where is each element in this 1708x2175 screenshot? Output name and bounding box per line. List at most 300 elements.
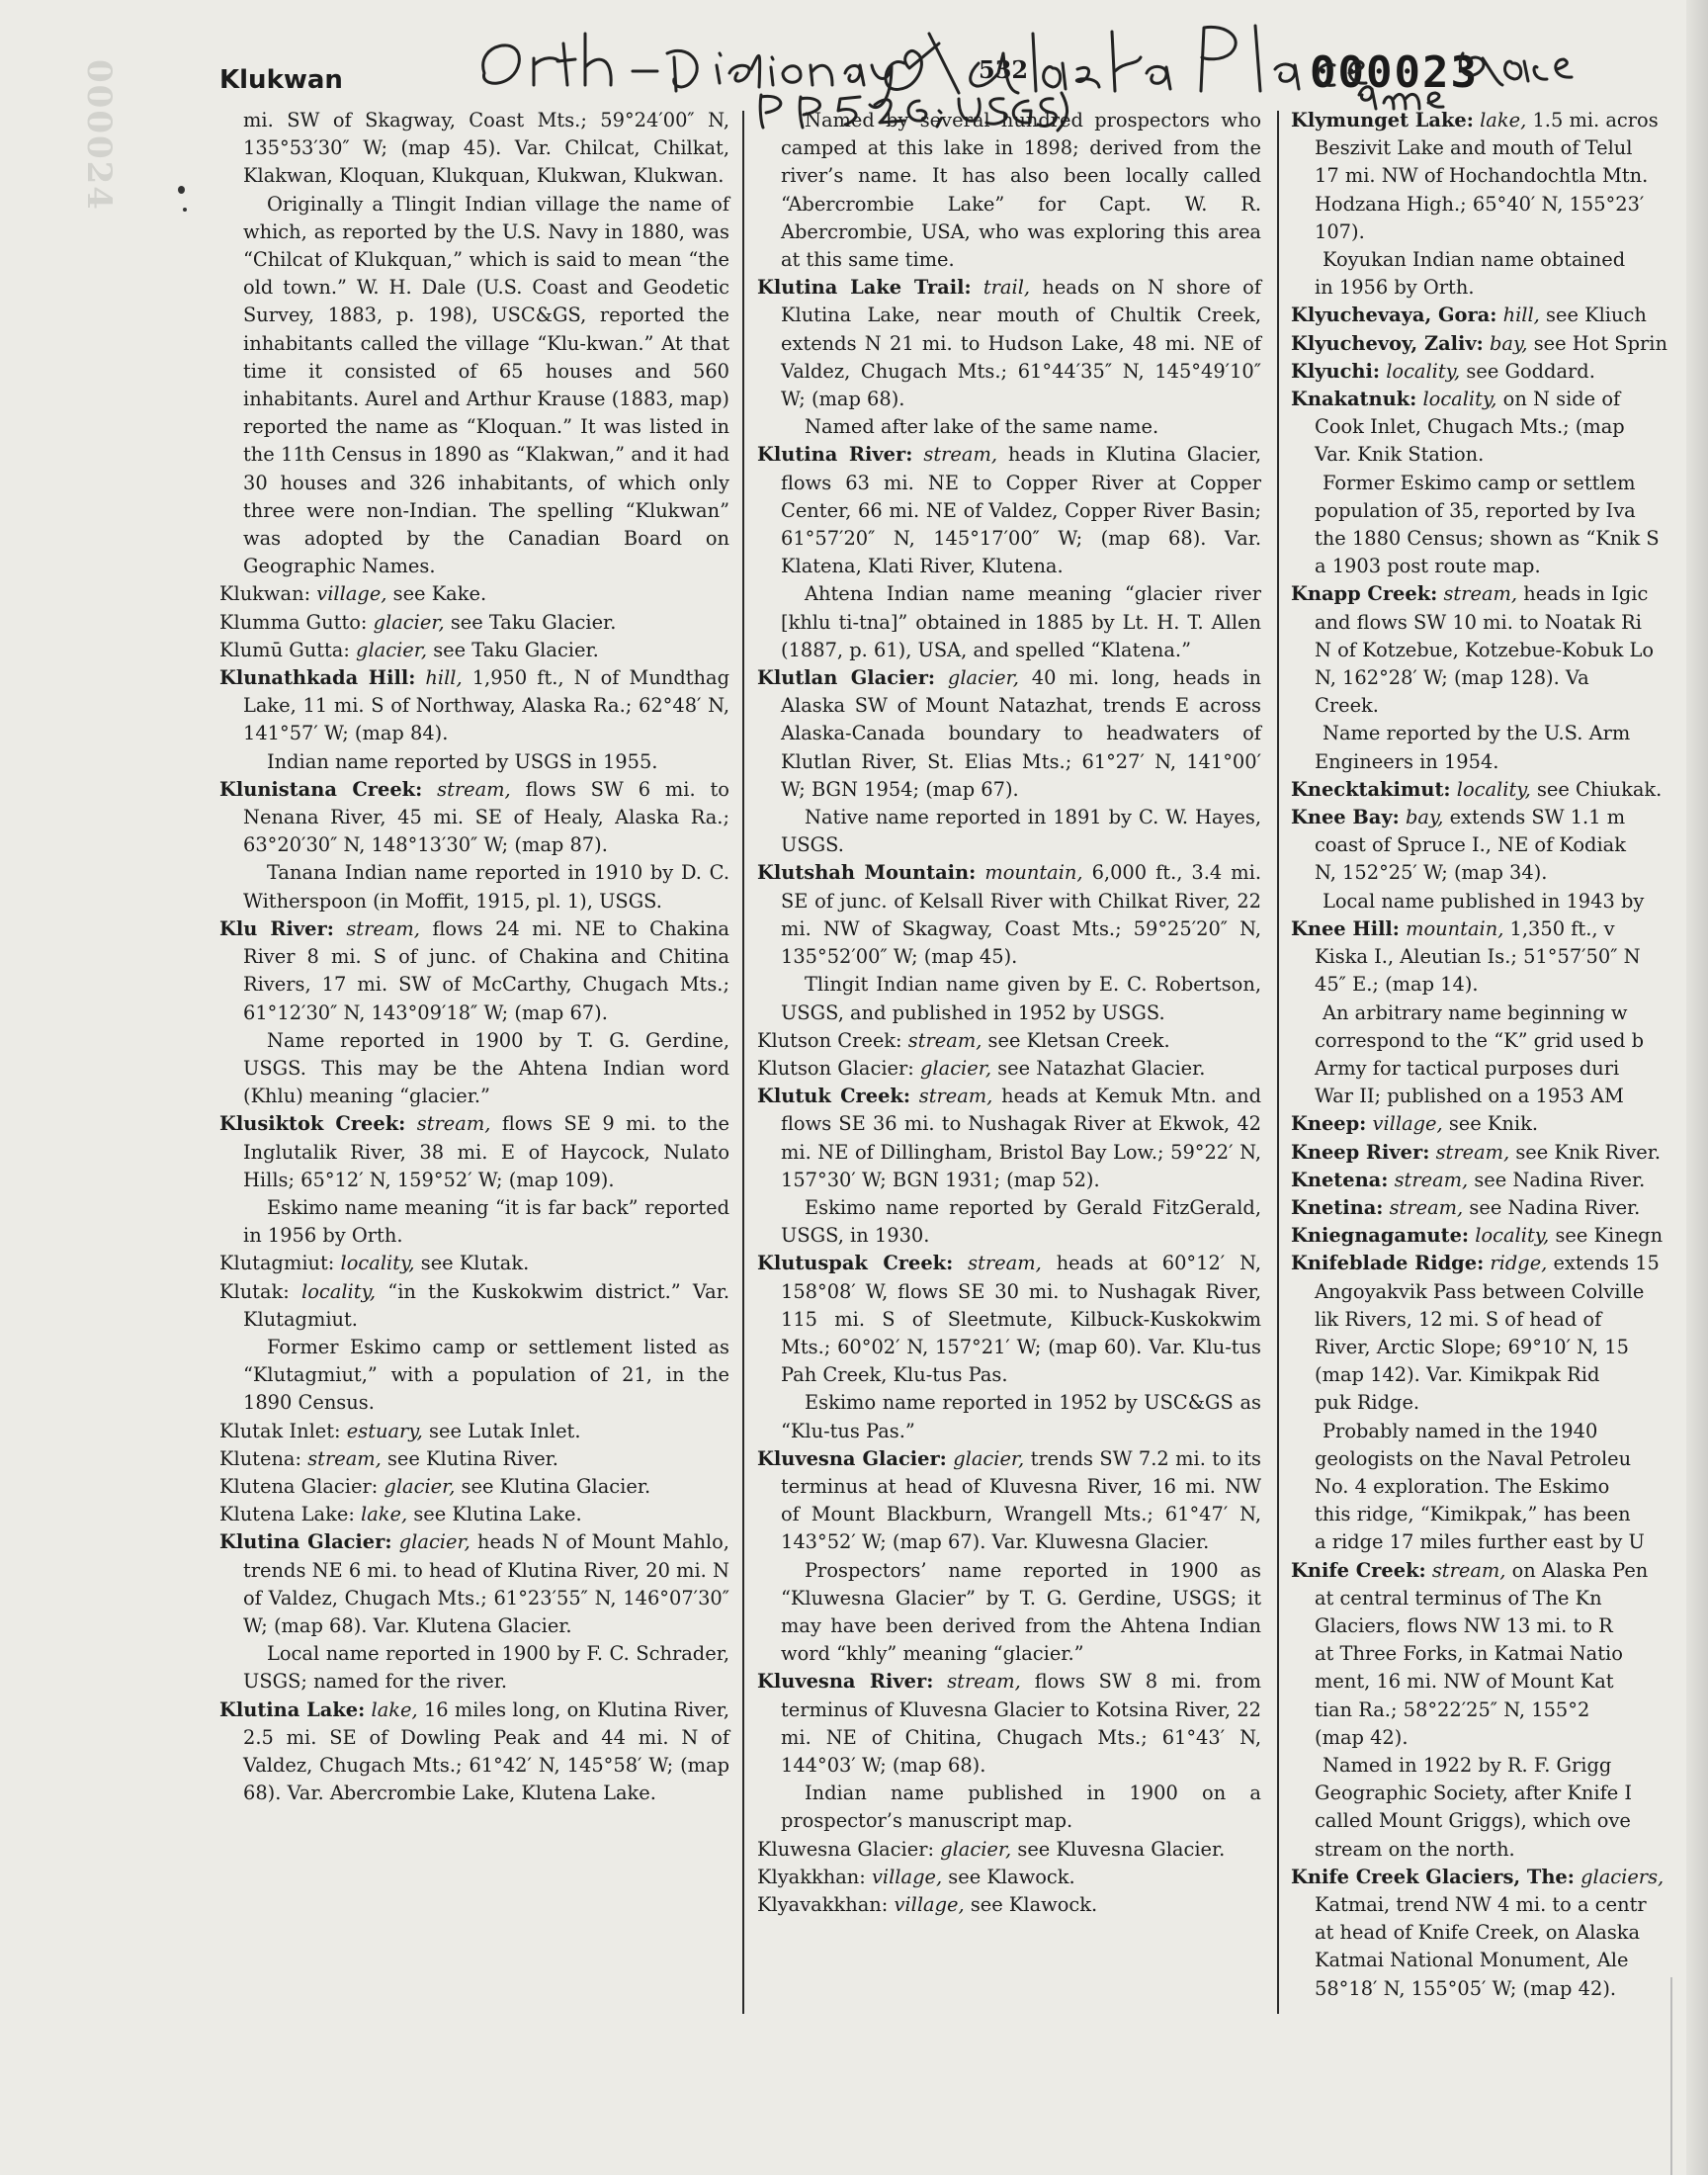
note-text: An arbitrary name beginning w (1323, 1000, 1628, 1024)
continuation-text: this ridge, “Kimikpak,” has been (1315, 1503, 1631, 1526)
note-text: Originally a Tlingit Indian village the name of which, as reported by the U.S. Navy in 1880, was “Chilcat of Klukquan,” which is said to mean “the old town.” W. H. Dale (U.S. Coast and Geodetic Survey, 1883, p. 198), USC&GS, reported the inhabitants called the village “Klu-kwan.” At that time it consisted of 65 houses and 560 inhabitants. Aurel and Arthur Krause (1883, map) reported the name as “Kloquan.” It was listed in the 11th Census in 1890 as “Klakwan,” and it had 30 houses and 326 inhabitants, of which only three were non-Indian. The spelling “Klukwan” was adopted by the Canadian Board on Geographic Names. (243, 192, 729, 578)
entry-continuation (1291, 1947, 1686, 1974)
entry-name: Kluwesna Glacier: (757, 1837, 935, 1861)
entry-continuation (1291, 1724, 1686, 1752)
entry-continuation (1291, 1501, 1686, 1528)
gazetteer-entry (1291, 580, 1686, 608)
continuation-text: 58°18′ N, 155°05′ W; (map 42). (1315, 1976, 1617, 2000)
feature-type: locality, (1386, 359, 1461, 383)
entry-description: trends SW 7.2 mi. to its terminus at head of Kluvesna River, 16 mi. NW of Mount Blackburn, Wrangell Mts.; 61°47′ N, 143°52′ W; (map 67). Var. Kluwesna Glacier. (781, 1446, 1262, 1554)
entry-note (219, 1194, 729, 1250)
entry-name: Knetina: (1291, 1195, 1384, 1219)
continuation-text: Hodzana High.; 65°40′ N, 155°23′ (1315, 192, 1645, 216)
entry-description: see Nadina River. (1474, 1168, 1646, 1191)
entry-name: Klunistana Creek: (219, 777, 423, 801)
entry-name: Klumma Gutto: (219, 610, 368, 634)
feature-type: mountain, (1406, 916, 1504, 940)
gazetteer-entry (757, 1083, 1261, 1194)
feature-type: stream, (1431, 1558, 1506, 1582)
feature-type: glaciers, (1580, 1865, 1665, 1888)
entry-description: see Nadina River. (1469, 1195, 1641, 1219)
entry-note (757, 804, 1261, 859)
gazetteer-entry (1291, 1194, 1686, 1222)
entry-note (219, 859, 729, 914)
entry-note (219, 1640, 729, 1696)
entry-name: Kluvesna River: (757, 1670, 934, 1694)
entry-continuation (1291, 748, 1686, 776)
continuation-text: Creek. (1315, 694, 1379, 718)
entry-description: extends SW 1.1 m (1449, 806, 1626, 829)
entry-name: Klu River: (219, 916, 334, 940)
continuation-text: Engineers in 1954. (1315, 749, 1499, 773)
feature-type: stream, (437, 777, 511, 801)
gazetteer-entry (1291, 1864, 1686, 1891)
feature-type: stream, (947, 1670, 1021, 1694)
entry-continuation (1291, 1306, 1686, 1334)
entry-continuation (1291, 1473, 1686, 1501)
entry-continuation (1291, 1891, 1686, 1919)
entry-description: 1,950 ft., N of Mundthag Lake, 11 mi. S of Northway, Alaska Ra.; 62°48′ N, 141°57′ W; (map 84). (243, 666, 729, 745)
gazetteer-entry (219, 915, 729, 1027)
entry-name: Knee Bay: (1291, 806, 1400, 829)
continuation-text: 107). (1315, 219, 1365, 243)
feature-type: stream, (1435, 1140, 1510, 1164)
feature-type: lake, (1480, 109, 1527, 131)
entry-continuation (1291, 1027, 1686, 1055)
entry-continuation (1291, 609, 1686, 637)
gazetteer-entry (1291, 1557, 1686, 1585)
note-text: Tanana Indian name reported in 1910 by D. C. Witherspoon (in Moffit, 1915, pl. 1), USGS. (243, 861, 729, 913)
page-number: 532 (979, 55, 1029, 84)
entry-description: “in the Kuskokwim district.” Var. Klutagmiut. (243, 1279, 729, 1331)
entry-description: see Knik River. (1515, 1140, 1662, 1164)
entry-description: heads at Kemuk Mtn. and flows SE 36 mi. to Nushagak River at Ekwok, 42 mi. NE of Dillingham, Bristol Bay Low.; 59°22′ N, 157°30′ W; BGN 1931; (map 52). (781, 1085, 1261, 1191)
entry-name: Klymunget Lake: (1291, 109, 1474, 131)
entry-name: Klutuk Creek: (757, 1085, 911, 1108)
entry-continuation (1291, 1083, 1686, 1110)
continuation-text: geologists on the Naval Petroleu (1315, 1446, 1632, 1470)
feature-type: glacier, (356, 638, 428, 661)
entry-description: 16 miles long, on Klutina River, 2.5 mi. SE of Dowling Peak and 44 mi. N of Valdez, Chugach Mts.; 61°42′ N, 145°58′ W; (map 68). Var. Abercrombie Lake, Klutena Lake. (243, 1697, 729, 1805)
entry-continuation (1291, 1612, 1686, 1640)
feature-type: locality, (1456, 777, 1531, 801)
margin-dot (183, 208, 187, 212)
entry-name: Kniegnagamute: (1291, 1224, 1470, 1248)
entry-name: Klutlan Glacier: (757, 666, 936, 690)
scan-artifact-line (1670, 1977, 1672, 2175)
entry-description: mi. SW of Skagway, Coast Mts.; 59°24′00″ N, 135°53′30″ W; (map 45). Var. Chilcat, Chilkat, Klakwan, Kloquan, Klukquan, Klukwan, Klukwan. (243, 109, 729, 188)
feature-type: lake, (361, 1503, 408, 1526)
entry-description: see Taku Glacier. (433, 638, 599, 661)
entry-description: 1.5 mi. acros (1532, 109, 1659, 131)
note-text: Named by several hundred prospectors who camped at this lake in 1898; derived from the river’s name. It has also been locally called “Abercrombie Lake” for Capt. W. R. Abercrombie, USA, who was exploring this area at this same time. (781, 109, 1261, 272)
feature-type: stream, (1394, 1168, 1469, 1191)
gazetteer-entry (757, 1027, 1261, 1055)
entry-name: Klutena Glacier: (219, 1474, 379, 1498)
entry-continuation (1291, 859, 1686, 887)
continuation-text: a ridge 17 miles further east by U (1315, 1530, 1645, 1554)
entry-name: Klutagmiut: (219, 1252, 335, 1275)
entry-name: Klyuchevaya, Gora: (1291, 304, 1497, 327)
entry-continuation (1291, 413, 1686, 441)
entry-continuation (1291, 1055, 1686, 1083)
entry-description: heads at 60°12′ N, 158°08′ W, flows SE 30 mi. to Nushagak River, 115 mi. S of Sleetmute, Kilbuck-Kuskokwim Mts.; 60°02′ N, 157°21′ W; (map 60). Var. Klu-tus Pah Creek, Klu-tus Pas. (781, 1252, 1261, 1387)
entry-continuation (1291, 692, 1686, 720)
continuation-text: 17 mi. NW of Hochandochtla Mtn. (1315, 164, 1649, 188)
entry-description: flows SE 9 mi. to the Inglutalik River, 38 mi. E of Haycock, Nulato Hills; 65°12′ N, 159°52′ W; (map 109). (243, 1112, 729, 1191)
entry-description: flows SW 6 mi. to Nenana River, 45 mi. SE of Healy, Alaska Ra.; 63°20′30″ N, 148°13′30″ W; (map 87). (243, 777, 729, 857)
entry-name: Knee Hill: (1291, 916, 1400, 940)
note-text: Local name reported in 1900 by F. C. Schrader, USGS; named for the river. (243, 1642, 729, 1694)
continuation-text: Glaciers, flows NW 13 mi. to R (1315, 1613, 1613, 1637)
feature-type: stream, (1389, 1195, 1464, 1219)
note-text: Name reported by the U.S. Arm (1323, 722, 1631, 745)
entry-name: Klutak: (219, 1279, 290, 1303)
entry-description: see Goddard. (1466, 359, 1595, 383)
entry-description: see Lutak Inlet. (429, 1419, 581, 1442)
entry-name: Klutina Lake Trail: (757, 276, 972, 300)
entry-name: Klutina River: (757, 443, 913, 467)
gazetteer-entry (757, 859, 1261, 971)
entry-note (219, 191, 729, 581)
gazetteer-entry (1291, 1167, 1686, 1194)
entry-continuation (1291, 1361, 1686, 1389)
entry-continuation (1291, 664, 1686, 692)
note-text: Named after lake of the same name. (805, 415, 1159, 439)
gazetteer-entry (1291, 804, 1686, 831)
entry-continuation (1291, 1668, 1686, 1696)
note-text: Prospectors’ name reported in 1900 as “Kluwesna Glacier” by T. G. Gerdine, USGS; it may have been derived from the Ahtena Indian word “khly” meaning “glacier.” (781, 1558, 1261, 1666)
feature-type: estuary, (346, 1419, 423, 1442)
entry-note (1291, 1418, 1686, 1445)
entry-name: Klutina Glacier: (219, 1530, 392, 1554)
feature-type: glacier, (940, 1837, 1012, 1861)
feature-type: glacier, (953, 1446, 1025, 1470)
entry-description: see Klutina River. (386, 1446, 558, 1470)
entry-note (757, 1389, 1261, 1444)
feature-type: lake, (371, 1697, 418, 1721)
feature-type: village, (1372, 1112, 1443, 1136)
continuation-text: River, Arctic Slope; 69°10′ N, 15 (1315, 1335, 1629, 1358)
continuation-text: (map 42). (1315, 1725, 1409, 1749)
entry-note (757, 1780, 1261, 1835)
feature-type: mountain, (984, 861, 1083, 885)
gazetteer-entry (219, 580, 729, 608)
gazetteer-entry (757, 1864, 1261, 1891)
note-text: Tlingit Indian name given by E. C. Robertson, USGS, and published in 1952 by USGS. (781, 973, 1261, 1024)
continuation-text: Katmai National Monument, Ale (1315, 1949, 1629, 1972)
column-rule-right (1277, 111, 1279, 2014)
gazetteer-entry (219, 1501, 729, 1528)
entry-continuation (1291, 441, 1686, 469)
gazetteer-entry (757, 1836, 1261, 1864)
continuation-text: and flows SW 10 mi. to Noatak Ri (1315, 610, 1642, 634)
continuation-text: N, 152°25′ W; (map 34). (1315, 861, 1548, 885)
entry-continuation (1291, 1640, 1686, 1668)
gazetteer-entry (219, 776, 729, 860)
gazetteer-entry (1291, 386, 1686, 413)
document-stamp-number: 000023 (1310, 47, 1479, 98)
continuation-text: tian Ra.; 58°22′25″ N, 155°2 (1315, 1697, 1590, 1721)
entry-continuation (1291, 1278, 1686, 1306)
entry-continuation (1291, 831, 1686, 859)
feature-type: hill, (1502, 304, 1540, 327)
entry-continuation (1291, 1585, 1686, 1612)
feature-type: stream, (416, 1112, 491, 1136)
gazetteer-entry (757, 1445, 1261, 1557)
entry-description: see Hot Sprin (1533, 331, 1667, 355)
feature-type: glacier, (384, 1474, 456, 1498)
entry-name: Klyakkhan: (757, 1865, 866, 1888)
gazetteer-entry (1291, 1250, 1686, 1277)
gutter-stamp: 000024 (79, 59, 119, 212)
entry-name: Klutuspak Creek: (757, 1252, 954, 1275)
entry-continuation (1291, 1696, 1686, 1724)
entry-continuation (1291, 497, 1686, 525)
gazetteer-entry (219, 107, 729, 191)
entry-description: heads on N shore of Klutina Lake, near mouth of Chultik Creek, extends N 21 mi. to Hudson Lake, 48 mi. NE of Valdez, Chugach Mts.; 61°44′35″ N, 145°49′10″ W; (map 68). (781, 276, 1262, 411)
feature-type: village, (871, 1865, 943, 1888)
entry-description: on N side of (1502, 388, 1621, 411)
continuation-text: N of Kotzebue, Kotzebue-Kobuk Lo (1315, 638, 1655, 661)
entry-description: extends 15 (1553, 1252, 1660, 1275)
feature-type: ridge, (1490, 1252, 1548, 1275)
column-2 (757, 107, 1261, 1919)
feature-type: stream, (907, 1028, 982, 1052)
entry-continuation (1291, 1528, 1686, 1556)
entry-note (757, 1557, 1261, 1669)
entry-note (757, 971, 1261, 1026)
note-text: Indian name published in 1900 on a prospector’s manuscript map. (781, 1782, 1261, 1833)
entry-description: see Klawock. (948, 1865, 1075, 1888)
entry-continuation (1291, 1389, 1686, 1417)
gazetteer-entry (1291, 330, 1686, 358)
continuation-text: Geographic Society, after Knife I (1315, 1782, 1633, 1805)
entry-description: heads N of Mount Mahlo, trends NE 6 mi. to head of Klutina River, 20 mi. N of Valdez, Chugach Mts.; 61°23′55″ N, 146°07′30″ W; (map 68). Var. Klutena Glacier. (243, 1530, 729, 1637)
continuation-text: population of 35, reported by Iva (1315, 498, 1636, 522)
continuation-text: called Mount Griggs), which ove (1315, 1809, 1631, 1833)
continuation-text: No. 4 exploration. The Eskimo (1315, 1474, 1610, 1498)
continuation-text: N, 162°28′ W; (map 128). Va (1315, 666, 1589, 690)
column-rule-left (742, 111, 744, 2014)
entry-continuation (1291, 218, 1686, 246)
entry-name: Knakatnuk: (1291, 388, 1417, 411)
entry-name: Klyuchi: (1291, 359, 1381, 383)
note-text: Ahtena Indian name meaning “glacier river [khlu ti-tna]” obtained in 1885 by Lt. H. T. Allen (1887, p. 61), USA, and spelled “Klatena.” (781, 582, 1261, 661)
continuation-text: at head of Knife Creek, on Alaska (1315, 1921, 1641, 1945)
feature-type: glacier, (373, 610, 445, 634)
gazetteer-entry (1291, 1222, 1686, 1250)
entry-continuation (1291, 1836, 1686, 1864)
entry-description: see Natazhat Glacier. (997, 1056, 1206, 1080)
gazetteer-entry (219, 1473, 729, 1501)
continuation-text: (map 142). Var. Kimikpak Rid (1315, 1363, 1600, 1387)
entry-name: Klutena Lake: (219, 1503, 355, 1526)
entry-continuation (1291, 191, 1686, 218)
entry-note (757, 107, 1261, 274)
feature-type: village, (316, 582, 387, 606)
feature-type: village, (894, 1893, 965, 1916)
entry-note (1291, 470, 1686, 497)
feature-type: locality, (1422, 388, 1497, 411)
entry-note (757, 1194, 1261, 1250)
note-text: Former Eskimo camp or settlement listed as “Klutagmiut,” with a population of 21, in the 1890 Census. (243, 1335, 729, 1415)
note-text: Named in 1922 by R. F. Grigg (1323, 1753, 1612, 1777)
note-text: Former Eskimo camp or settlem (1323, 471, 1636, 494)
entry-note (757, 580, 1261, 664)
gazetteer-entry (757, 664, 1261, 804)
continuation-text: Army for tactical purposes duri (1315, 1056, 1620, 1080)
gazetteer-entry (219, 1528, 729, 1640)
feature-type: hill, (425, 666, 463, 690)
entry-name: Knecktakimut: (1291, 777, 1451, 801)
entry-description: see Klawock. (970, 1893, 1098, 1916)
entry-description: see Klutak. (420, 1252, 530, 1275)
entry-continuation (1291, 525, 1686, 553)
entry-description: see Chiukak. (1536, 777, 1663, 801)
feature-type: bay, (1490, 331, 1528, 355)
continuation-text: lik Rivers, 12 mi. S of head of (1315, 1307, 1602, 1331)
entry-note (219, 1027, 729, 1111)
continuation-text: the 1880 Census; shown as “Knik S (1315, 527, 1660, 551)
entry-description: heads in Igic (1523, 582, 1649, 606)
entry-note (1291, 1752, 1686, 1780)
continuation-text: Kiska I., Aleutian Is.; 51°57′50″ N (1315, 945, 1641, 969)
feature-type: locality, (1475, 1224, 1550, 1248)
entry-continuation (1291, 971, 1686, 999)
gazetteer-entry (757, 1668, 1261, 1780)
gazetteer-entry (757, 1055, 1261, 1083)
continuation-text: 45″ E.; (map 14). (1315, 973, 1479, 997)
running-head: Klukwan (219, 65, 343, 95)
continuation-text: Var. Knik Station. (1315, 443, 1485, 467)
entry-name: Klutshah Mountain: (757, 861, 977, 885)
entry-note (219, 1334, 729, 1418)
entry-continuation (1291, 553, 1686, 580)
entry-continuation (1291, 1919, 1686, 1947)
entry-description: flows 24 mi. NE to Chakina River 8 mi. S of junc. of Chakina and Chitina Rivers, 17 mi. SW of McCarthy, Chugach Mts.; 61°12′30″ N, 143°09′18″ W; (map 67). (243, 916, 729, 1024)
feature-type: stream, (923, 443, 998, 467)
gazetteer-entry (219, 1696, 729, 1808)
continuation-text: a 1903 post route map. (1315, 555, 1541, 578)
entry-description: on Alaska Pen (1511, 1558, 1649, 1582)
note-text: Koyukan Indian name obtained (1323, 248, 1626, 272)
entry-description: see Kliuch (1546, 304, 1647, 327)
entry-description: 6,000 ft., 3.4 mi. SE of junc. of Kelsall River with Chilkat River, 22 mi. NW of Skagway, Coast Mts.; 59°25′20″ N, 135°52′00″ W; (map 45). (781, 861, 1261, 969)
gazetteer-entry (1291, 1139, 1686, 1167)
feature-type: locality, (340, 1252, 415, 1275)
gazetteer-entry (757, 1891, 1261, 1919)
margin-dot (178, 186, 185, 194)
continuation-text: ment, 16 mi. NW of Mount Kat (1315, 1670, 1614, 1694)
note-text: Local name published in 1943 by (1323, 889, 1645, 913)
entry-description: 1,350 ft., v (1509, 916, 1615, 940)
entry-description: see Kluvesna Glacier. (1017, 1837, 1226, 1861)
entry-continuation (1291, 637, 1686, 664)
entry-description: see Kake. (392, 582, 487, 606)
feature-type: glacier, (398, 1530, 470, 1554)
entry-name: Klutson Creek: (757, 1028, 902, 1052)
continuation-text: correspond to the “K” grid used b (1315, 1028, 1645, 1052)
gazetteer-entry (1291, 776, 1686, 804)
continuation-text: Cook Inlet, Chugach Mts.; (map (1315, 415, 1625, 439)
gazetteer-entry (219, 664, 729, 748)
gazetteer-entry (219, 637, 729, 664)
gazetteer-entry (757, 441, 1261, 580)
entry-name: Klutson Glacier: (757, 1056, 914, 1080)
entry-continuation (1291, 943, 1686, 971)
entry-continuation (1291, 1780, 1686, 1807)
entry-name: Klukwan: (219, 582, 311, 606)
column-1 (219, 107, 729, 1807)
entry-description: see Knik. (1448, 1112, 1539, 1136)
note-text: Native name reported in 1891 by C. W. Hayes, USGS. (781, 806, 1261, 857)
feature-type: stream, (307, 1446, 382, 1470)
entry-name: Knetena: (1291, 1168, 1389, 1191)
entry-name: Klumū Gutta: (219, 638, 350, 661)
continuation-text: puk Ridge. (1315, 1391, 1420, 1415)
continuation-text: Beszivit Lake and mouth of Telul (1315, 136, 1633, 160)
entry-name: Klutina Lake: (219, 1697, 366, 1721)
entry-continuation (1291, 1445, 1686, 1473)
entry-note (1291, 246, 1686, 274)
entry-note (757, 413, 1261, 441)
feature-type: stream, (346, 916, 420, 940)
entry-name: Kneep: (1291, 1112, 1367, 1136)
entry-note (219, 748, 729, 776)
continuation-text: coast of Spruce I., NE of Kodiak (1315, 833, 1626, 857)
continuation-text: Katmai, trend NW 4 mi. to a centr (1315, 1893, 1647, 1916)
note-text: Name reported in 1900 by T. G. Gerdine, USGS. This may be the Ahtena Indian word (Khlu) meaning “glacier.” (243, 1028, 729, 1108)
gazetteer-entry (219, 1110, 729, 1194)
entry-note (1291, 1000, 1686, 1027)
entry-name: Knife Creek Glaciers, The: (1291, 1865, 1575, 1888)
gazetteer-entry (1291, 1110, 1686, 1138)
continuation-text: War II; published on a 1953 AM (1315, 1085, 1624, 1108)
feature-type: stream, (1443, 582, 1518, 606)
entry-note (1291, 888, 1686, 915)
gazetteer-entry (219, 1445, 729, 1473)
entry-description: flows SW 8 mi. from terminus of Kluvesna Glacier to Kotsina River, 22 mi. NE of Chitina, Chugach Mts.; 61°43′ N, 144°03′ W; (map 68). (781, 1670, 1261, 1777)
continuation-text: at central terminus of The Kn (1315, 1586, 1602, 1610)
entry-description: see Klutina Glacier. (461, 1474, 651, 1498)
note-text: Indian name reported by USGS in 1955. (267, 749, 658, 773)
entry-name: Klunathkada Hill: (219, 666, 416, 690)
entry-name: Klyavakkhan: (757, 1893, 889, 1916)
entry-description: see Kletsan Creek. (987, 1028, 1170, 1052)
note-text: Eskimo name meaning “it is far back” reported in 1956 by Orth. (243, 1195, 729, 1248)
entry-continuation (1291, 1975, 1686, 2003)
gazetteer-entry (1291, 107, 1686, 134)
note-text: Probably named in the 1940 (1323, 1419, 1598, 1442)
gazetteer-entry (757, 1250, 1261, 1389)
feature-type: stream, (968, 1252, 1042, 1275)
entry-description: heads in Klutina Glacier, flows 63 mi. NE to Copper River at Copper Center, 66 mi. NE of Valdez, Copper River Basin; 61°57′20″ N, 145°17′00″ W; (map 68). Var. Klatena, Klati River, Klutena. (781, 443, 1261, 578)
entry-name: Klusiktok Creek: (219, 1112, 406, 1136)
entry-continuation (1291, 1807, 1686, 1835)
entry-description: see Taku Glacier. (450, 610, 617, 634)
note-text: Eskimo name reported by Gerald FitzGerald, USGS, in 1930. (781, 1195, 1261, 1248)
entry-description: see Kinegn (1555, 1224, 1664, 1248)
entry-continuation (1291, 1334, 1686, 1361)
continuation-text: in 1956 by Orth. (1315, 276, 1475, 300)
gazetteer-entry (219, 1250, 729, 1277)
entry-name: Klutak Inlet: (219, 1419, 341, 1442)
gazetteer-entry (219, 1418, 729, 1445)
entry-name: Knifeblade Ridge: (1291, 1252, 1485, 1275)
entry-name: Knapp Creek: (1291, 582, 1438, 606)
feature-type: stream, (918, 1085, 993, 1108)
